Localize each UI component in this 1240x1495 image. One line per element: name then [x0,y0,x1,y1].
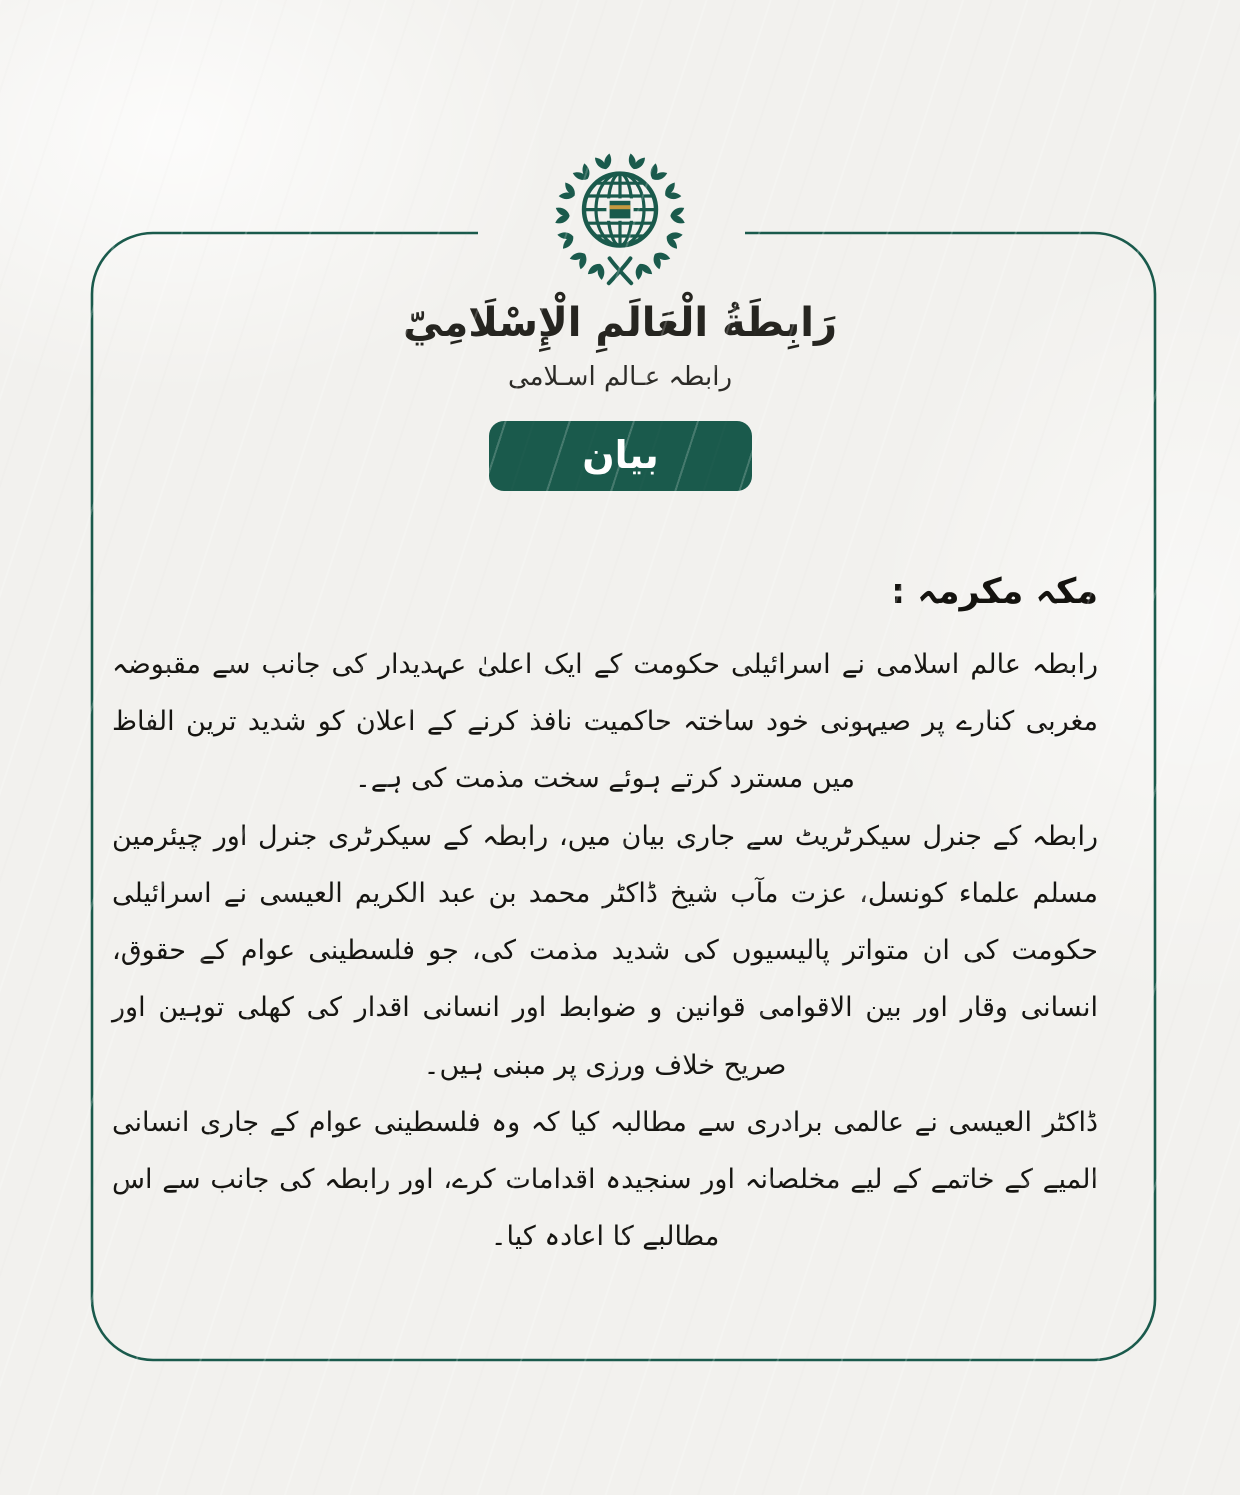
statement-body [112,572,1098,1266]
org-title-urdu: رابطہ عـالم اسـلامی [507,362,733,392]
statement-paragraph: رابطہ کے جنرل سیکرٹریٹ سے جاری بیان میں، رابطہ کے سیکرٹری جنرل اور چیئرمین مسلم علماء کونسل، عزت مآب شیخ ڈاکٹر محمد بن عبد الکریم العیسی نے اسرائیلی حکومت کی ان متواتر پالیسیوں کی شدید مذمت کی، جو فلسطینی عوام کے حقوق، انسانی وقار اور بین الاقوامی قوانین و ضوابط اور انسانی اقدار کی کھلی توہین اور صریح خلاف ورزی پر مبنی ہیں۔ [112,820,1098,1081]
statement-paragraph: رابطہ عالم اسلامی نے اسرائیلی حکومت کے ایک اعلیٰ عہدیدار کی جانب سے مقبوضہ مغربی کنارے پر صیہونی خود ساختہ حاکمیت نافذ کرنے کے اعلان کو شدید ترین الفاظ میں مسترد کرتے ہوئے سخت مذمت کی ہے۔ [112,649,1098,795]
statement-paragraph: ڈاکٹر العیسی نے عالمی برادری سے مطالبہ کیا کہ وہ فلسطینی عوام کے جاری انسانی المیے کے خاتمے کے لیے مخلصانہ اور سنجیدہ اقدامات کرے، اور رابطہ کی جانب سے اس مطالبے کا اعادہ کیا۔ [112,1106,1098,1253]
mwl-emblem [540,144,700,312]
statement-banner-label: بیان [582,433,659,477]
dateline: مکہ مکرمہ : [891,572,1098,612]
org-title-arabic: رَابِطَةُ الْعَالَمِ الْإِسْلَامِيّ [403,300,837,346]
kaaba-icon [606,198,633,220]
statement-banner [489,421,752,491]
